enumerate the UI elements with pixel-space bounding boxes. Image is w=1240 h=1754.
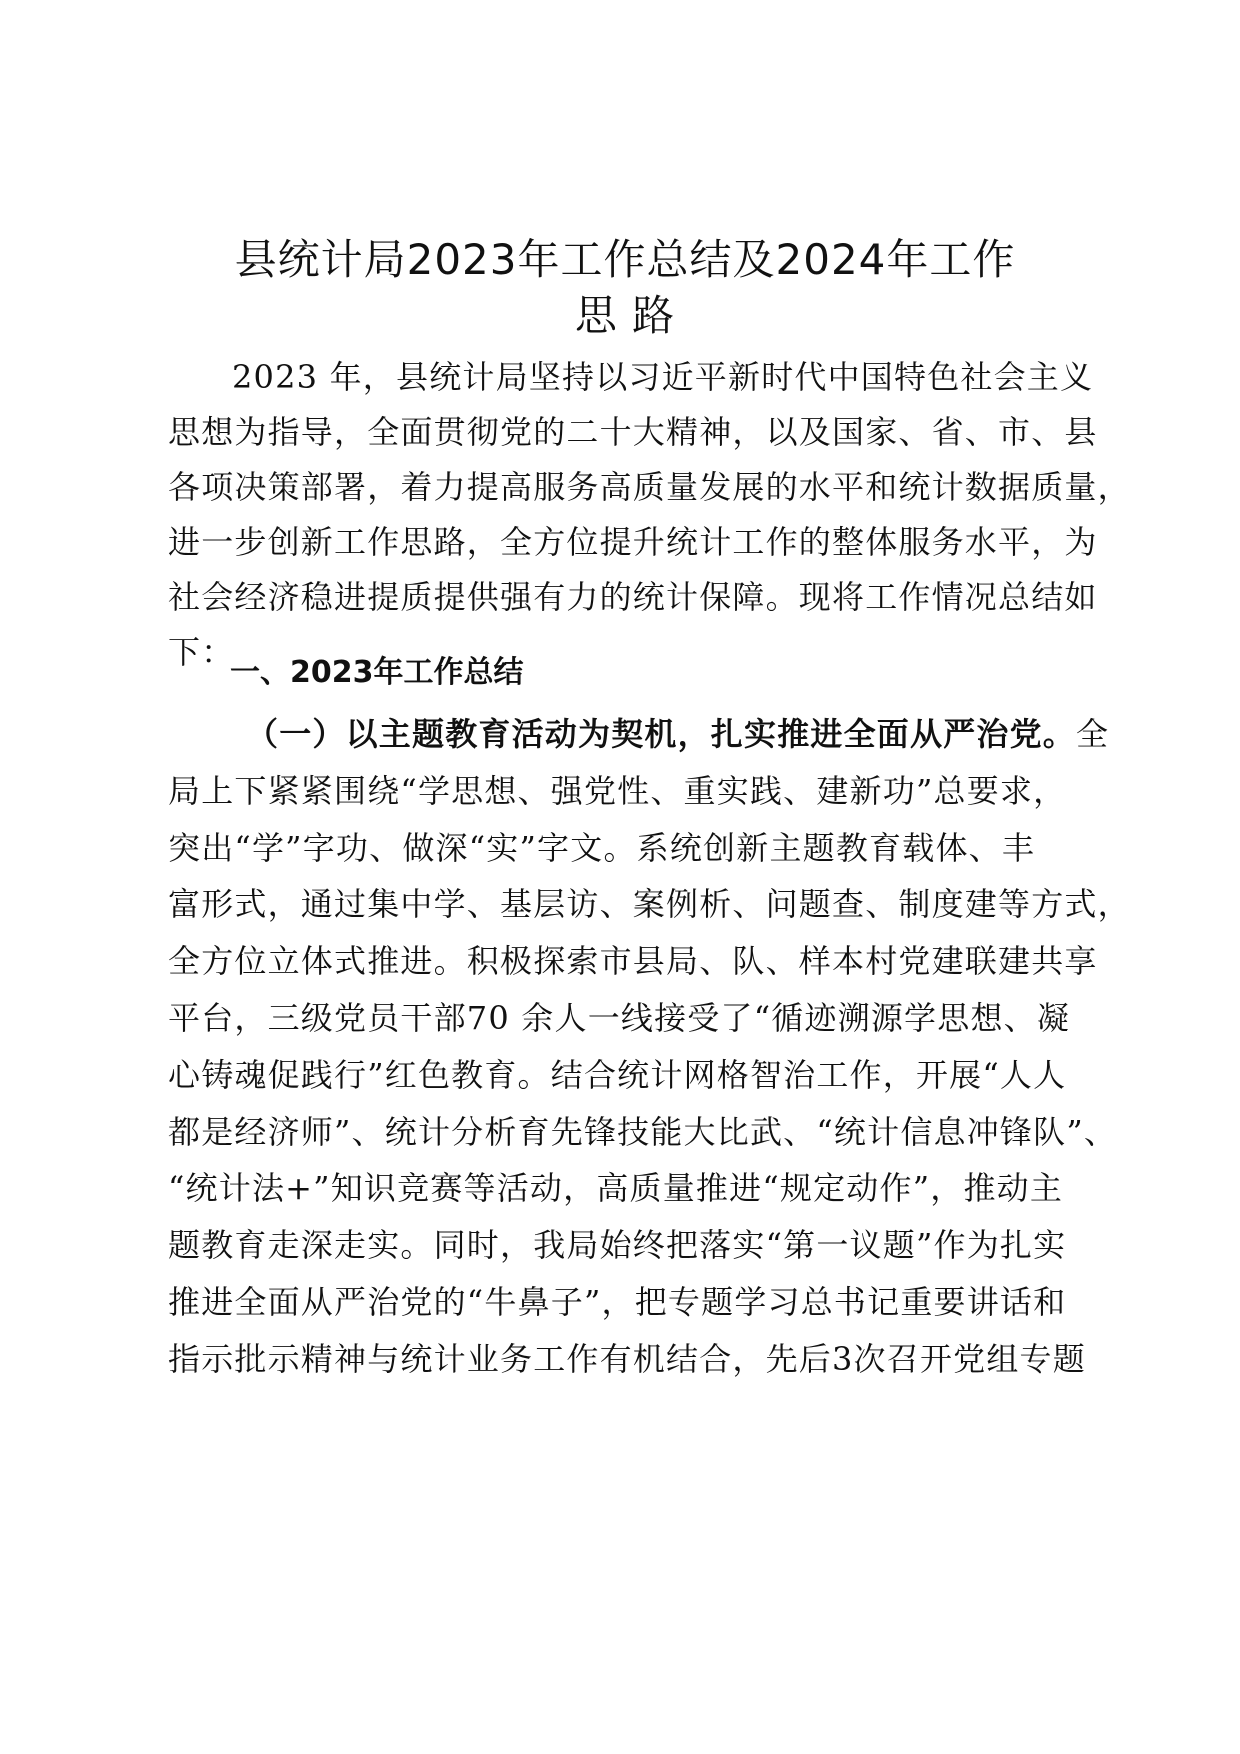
title-line-1: 县统计局2023年工作总结及2024年工作 bbox=[234, 235, 1016, 284]
body-line: “统计法+”知识竞赛等活动，高质量推进“规定动作”，推动主 bbox=[168, 1169, 1064, 1208]
intro-line: 社会经济稳进提质提供强有力的统计保障。现将工作情况总结如 bbox=[168, 578, 1098, 616]
intro-line: 进一步创新工作思路，全方位提升统计工作的整体服务水平，为 bbox=[168, 523, 1098, 561]
intro-line: 下： bbox=[168, 633, 235, 671]
intro-line: 思想为指导，全面贯彻党的二十大精神，以及国家、省、市、县 bbox=[168, 413, 1098, 451]
body-line: 突出“学”字功、做深“实”字文。系统创新主题教育载体、丰 bbox=[168, 828, 1036, 867]
body-line: 心铸魂促践行”红色教育。结合统计网格智治工作，开展“人人 bbox=[168, 1055, 1067, 1094]
section-heading: 一、2023年工作总结 bbox=[230, 655, 524, 690]
subsection-heading: （一）以主题教育活动为契机，扎实推进全面从严治党。 bbox=[246, 715, 1077, 753]
intro-line: 2023 年，县统计局坚持以习近平新时代中国特色社会主义 bbox=[232, 358, 1094, 396]
intro-line: 各项决策部署，着力提高服务高质量发展的水平和统计数据质量， bbox=[168, 468, 1131, 506]
body-line: 平台，三级党员干部70 余人一线接受了“循迹溯源学思想、凝 bbox=[168, 998, 1071, 1037]
document-title bbox=[140, 232, 1110, 344]
subsection-first-line bbox=[168, 706, 1108, 763]
body-line: 全方位立体式推进。积极探索市县局、队、样本村党建联建共享 bbox=[168, 942, 1098, 981]
subsection-first-line-rest: 全 bbox=[1076, 715, 1110, 753]
body-line: 都是经济师”、统计分析育先锋技能大比武、“统计信息冲锋队”、 bbox=[168, 1112, 1118, 1151]
body-line: 富形式，通过集中学、基层访、案例析、问题查、制度建等方式， bbox=[168, 885, 1131, 924]
body-line: 题教育走深走实。同时，我局始终把落实“第一议题”作为扎实 bbox=[168, 1226, 1067, 1265]
title-line-2: 思 路 bbox=[574, 291, 676, 340]
intro-paragraph bbox=[168, 350, 1131, 680]
section-paragraph bbox=[168, 706, 1131, 1388]
body-line: 局上下紧紧围绕“学思想、强党性、重实践、建新功”总要求， bbox=[168, 771, 1067, 810]
body-line: 指示批示精神与统计业务工作有机结合，先后3次召开党组专题 bbox=[168, 1339, 1086, 1378]
body-line: 推进全面从严治党的“牛鼻子”，把专题学习总书记重要讲话和 bbox=[168, 1282, 1067, 1321]
